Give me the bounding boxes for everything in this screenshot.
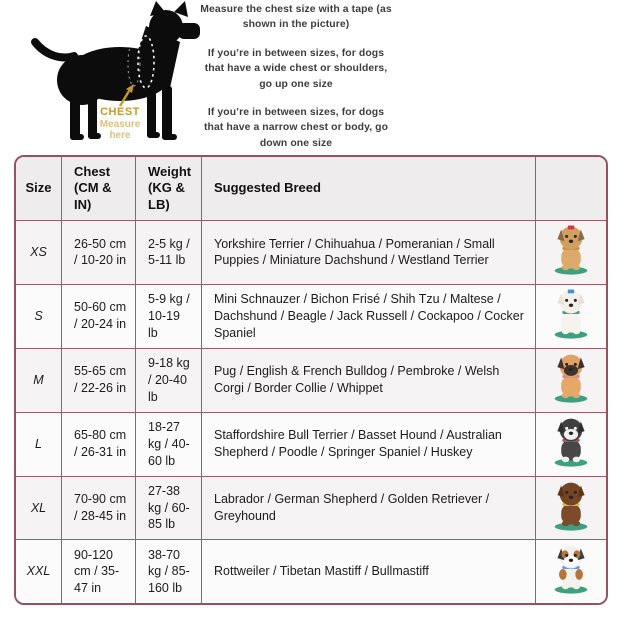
header-size: Size (16, 157, 62, 221)
chest-cell: 90-120 cm / 35-47 in (62, 540, 136, 604)
chest-measure-label (92, 106, 148, 142)
breed-cell: Mini Schnauzer / Bichon Frisé / Shih Tzu / Maltese / Dachshund / Beagle / Jack Russell / Cockapoo / Cocker Spaniel (202, 284, 536, 348)
header-row (16, 157, 607, 221)
instruction-narrow-chest: If you’re in between sizes, for dogs that have a narrow chest or body, go down one size (203, 106, 389, 149)
sizing-instructions (199, 2, 393, 164)
header-breed: Suggested Breed (202, 157, 536, 221)
chest-label-title: CHEST (100, 106, 140, 118)
labrador-icon (549, 481, 593, 531)
size-chart-table (15, 156, 607, 604)
size-cell: XS (16, 221, 62, 285)
chest-cell: 26-50 cm / 10-20 in (62, 221, 136, 285)
chest-cell: 65-80 cm / 26-31 in (62, 412, 136, 476)
size-cell: XL (16, 476, 62, 540)
header-chest: Chest (CM & IN) (62, 157, 136, 221)
chest-cell: 55-65 cm / 22-26 in (62, 348, 136, 412)
breed-cell: Pug / English & French Bulldog / Pembroke / Welsh Corgi / Border Collie / Whippet (202, 348, 536, 412)
size-cell: XXL (16, 540, 62, 604)
table-row-xxl (16, 540, 607, 604)
dog-silhouette (28, 0, 200, 150)
instruction-wide-chest: If you’re in between sizes, for dogs that have a wide chest or shoulders, go up one size (204, 47, 388, 90)
breed-cell: Labrador / German Shepherd / Golden Retriever / Greyhound (202, 476, 536, 540)
instruction-measure: Measure the chest size with a tape (as shown in the picture) (200, 4, 392, 31)
weight-cell: 38-70 kg / 85-160 lb (136, 540, 202, 604)
icon-column-header (536, 157, 607, 221)
husky-icon (549, 417, 593, 467)
size-cell: L (16, 412, 62, 476)
table-row-s (16, 284, 607, 348)
weight-cell: 5-9 kg / 10-19 lb (136, 284, 202, 348)
weight-cell: 27-38 kg / 60-85 lb (136, 476, 202, 540)
breed-cell: Staffordshire Bull Terrier / Basset Hound / Australian Shepherd / Poodle / Springer Spaniel / Huskey (202, 412, 536, 476)
maltese-icon (549, 289, 593, 339)
breed-icon-cell (536, 348, 607, 412)
table-row-m (16, 348, 607, 412)
st-bernard-icon (549, 544, 593, 594)
breed-icon-cell (536, 476, 607, 540)
chest-label-line1: Measure (99, 118, 141, 130)
chest-cell: 50-60 cm / 20-24 in (62, 284, 136, 348)
table-row-l (16, 412, 607, 476)
measurement-guide (0, 0, 623, 153)
breed-icon-cell (536, 540, 607, 604)
weight-cell: 9-18 kg / 20-40 lb (136, 348, 202, 412)
size-chart (14, 155, 608, 605)
chest-label-line2: here (109, 130, 131, 142)
weight-cell: 2-5 kg / 5-11 lb (136, 221, 202, 285)
size-cell: M (16, 348, 62, 412)
breed-cell: Rottweiler / Tibetan Mastiff / Bullmastiff (202, 540, 536, 604)
yorkshire-terrier-icon (549, 225, 593, 275)
breed-cell: Yorkshire Terrier / Chihuahua / Pomeranian / Small Puppies / Miniature Dachshund / Westland Terrier (202, 221, 536, 285)
size-cell: S (16, 284, 62, 348)
breed-icon-cell (536, 284, 607, 348)
header-weight: Weight (KG & LB) (136, 157, 202, 221)
breed-icon-cell (536, 412, 607, 476)
weight-cell: 18-27 kg / 40-60 lb (136, 412, 202, 476)
chest-cell: 70-90 cm / 28-45 in (62, 476, 136, 540)
table-row-xl (16, 476, 607, 540)
breed-icon-cell (536, 221, 607, 285)
table-row-xs (16, 221, 607, 285)
pug-icon (549, 353, 593, 403)
